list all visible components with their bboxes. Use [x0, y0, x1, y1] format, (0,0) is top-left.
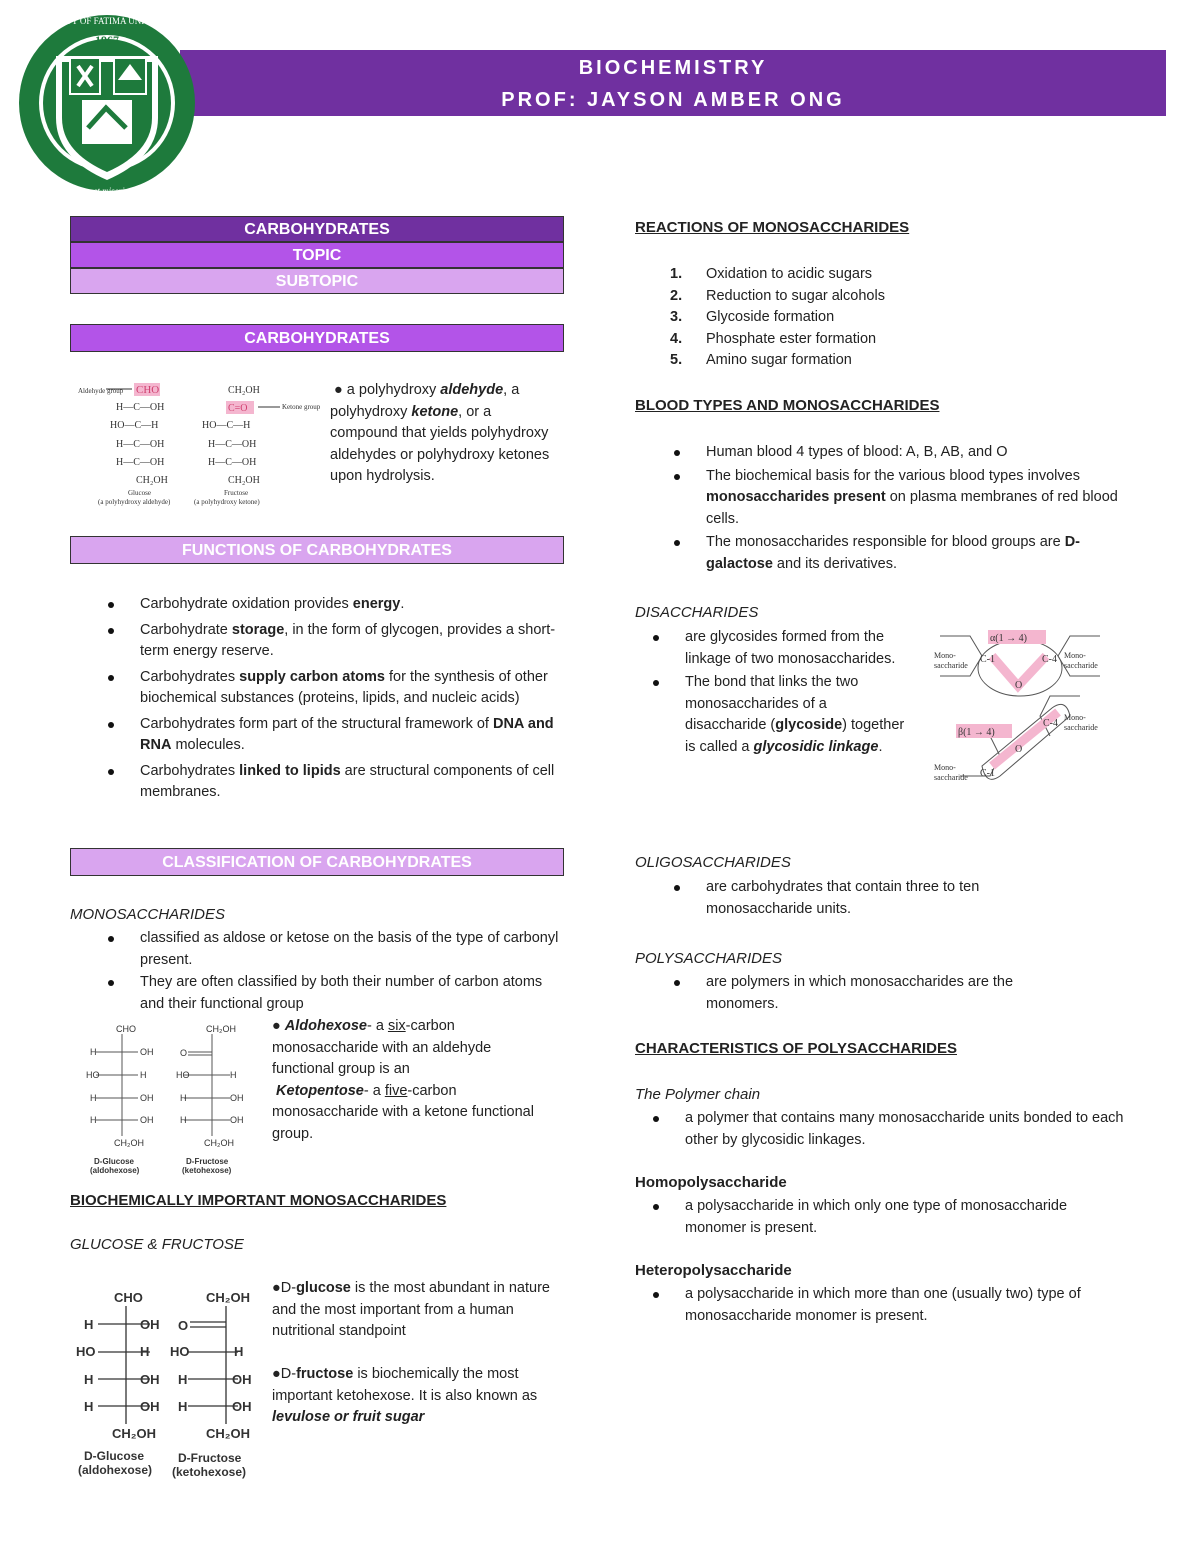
svg-text:OH: OH — [230, 1093, 244, 1103]
reactions-list — [670, 264, 1130, 372]
svg-text:D-Fructose: D-Fructose — [186, 1157, 229, 1166]
svg-text:(ketohexose): (ketohexose) — [182, 1166, 232, 1175]
svg-text:OH: OH — [232, 1399, 252, 1414]
svg-text:CH₂OH: CH₂OH — [204, 1138, 234, 1148]
oligosaccharides-heading: OLIGOSACCHARIDES — [635, 854, 791, 871]
list-item: The biochemical basis for the various blood types involves monosaccharides present on plasma membranes of red blood cells. — [672, 466, 1132, 531]
svg-text:OH: OH — [140, 1093, 154, 1103]
monosaccharides-heading: MONOSACCHARIDES — [70, 906, 226, 923]
svg-text:OH: OH — [140, 1399, 160, 1414]
blood-types-heading: BLOOD TYPES AND MONOSACCHARIDES — [635, 397, 940, 414]
polysaccharides-heading: POLYSACCHARIDES — [635, 950, 782, 967]
list-item: a polymer that contains many monosaccharide units bonded to each other by glycosidic linkages. — [651, 1108, 1131, 1151]
list-item: classified as aldose or ketose on the basis of the type of carbonyl present. — [106, 928, 562, 971]
glucose-fructose-heading: GLUCOSE & FRUCTOSE — [70, 1236, 244, 1253]
legend-title-bar: CARBOHYDRATES — [70, 216, 564, 242]
svg-text:O: O — [1015, 744, 1023, 755]
heteropolysaccharide-list — [651, 1284, 1131, 1328]
monosaccharides-list — [106, 928, 562, 1016]
blood-types-list — [672, 442, 1132, 576]
svg-text:Mono-: Mono- — [934, 763, 956, 772]
svg-text:O: O — [178, 1318, 189, 1333]
svg-text:CH₂OH: CH₂OH — [206, 1290, 251, 1305]
svg-text:CH₂OH: CH₂OH — [228, 475, 260, 486]
svg-text:Mono-: Mono- — [1064, 713, 1086, 722]
list-item: are polymers in which monosaccharides are the monomers. — [672, 972, 1072, 1015]
svg-text:C-4: C-4 — [1042, 654, 1057, 665]
university-seal-logo — [18, 8, 196, 202]
svg-text:HO—C—H: HO—C—H — [110, 420, 159, 431]
svg-text:Fructose: Fructose — [224, 489, 249, 497]
svg-text:H: H — [234, 1344, 244, 1359]
aldehyde-label: Aldehyde group — [78, 387, 124, 395]
header-professor: PROF: JAYSON AMBER ONG — [501, 89, 845, 111]
svg-text:(ketohexose): (ketohexose) — [172, 1465, 247, 1479]
reactions-heading: REACTIONS OF MONOSACCHARIDES — [635, 219, 910, 236]
svg-text:H—C—OH: H—C—OH — [116, 457, 165, 468]
functions-list — [106, 594, 562, 805]
svg-text:CH₂OH: CH₂OH — [136, 475, 168, 486]
svg-text:CHO: CHO — [136, 384, 160, 396]
svg-text:CH₂OH: CH₂OH — [114, 1138, 144, 1148]
polysaccharides-list — [672, 972, 1072, 1016]
svg-text:HO: HO — [76, 1344, 96, 1359]
svg-text:H: H — [84, 1372, 94, 1387]
glucose-description: ●D-glucose is the most abundant in nature and the most important from a human nutritional standpoint — [272, 1280, 550, 1339]
list-item: Carbohydrates form part of the structural framework of DNA and RNA molecules. — [106, 714, 562, 757]
svg-text:H: H — [178, 1372, 188, 1387]
heteropolysaccharide-heading: Heteropolysaccharide — [635, 1262, 792, 1279]
polymer-chain-list — [651, 1108, 1131, 1152]
polymer-chain-heading: The Polymer chain — [635, 1086, 761, 1103]
svg-text:OH: OH — [140, 1047, 154, 1057]
svg-text:OH: OH — [140, 1317, 160, 1332]
svg-text:H—C—OH: H—C—OH — [116, 439, 165, 450]
svg-text:Ketone group: Ketone group — [282, 403, 321, 411]
list-item: Carbohydrates supply carbon atoms for the synthesis of other biochemical substances (proteins, lipids, and nucleic acids) — [106, 667, 562, 710]
svg-text:saccharide: saccharide — [1064, 661, 1098, 670]
svg-text:HO: HO — [86, 1070, 100, 1080]
svg-text:saccharide: saccharide — [934, 773, 968, 782]
svg-text:Glucose: Glucose — [128, 489, 151, 497]
svg-text:H: H — [84, 1317, 94, 1332]
svg-text:H—C—OH: H—C—OH — [116, 402, 165, 413]
svg-text:H: H — [140, 1344, 150, 1359]
svg-text:HO—C—H: HO—C—H — [202, 420, 251, 431]
svg-text:H: H — [180, 1115, 187, 1125]
fructose-description: ●D-fructose is biochemically the most important ketohexose. It is also known as levulose or fruit sugar — [272, 1366, 538, 1425]
list-item: Human blood 4 types of blood: A, B, AB, and O — [672, 442, 1132, 464]
svg-text:(aldohexose): (aldohexose) — [90, 1166, 140, 1175]
svg-text:O: O — [180, 1048, 188, 1058]
bio-important-heading: BIOCHEMICALLY IMPORTANT MONOSACCHARIDES — [70, 1192, 447, 1209]
svg-text:H: H — [180, 1093, 187, 1103]
svg-text:C-4: C-4 — [1043, 718, 1058, 729]
svg-text:H: H — [140, 1070, 147, 1080]
small-fischer-figure — [84, 1018, 254, 1178]
svg-text:saccharide: saccharide — [934, 661, 968, 670]
svg-text:1967: 1967 — [95, 33, 119, 47]
list-item: Carbohydrate storage, in the form of glycogen, provides a short-term energy reserve. — [106, 620, 562, 663]
carbohydrates-bar: CARBOHYDRATES — [70, 324, 564, 352]
list-item: The bond that links the two monosaccharides of a disaccharide (glycoside) together is called a glycosidic linkage. — [651, 672, 911, 758]
svg-text:H: H — [84, 1399, 94, 1414]
list-item: They are often classified by both their number of carbon atoms and their functional group — [106, 972, 562, 1015]
svg-text:H: H — [90, 1047, 97, 1057]
functions-bar: FUNCTIONS OF CARBOHYDRATES — [70, 536, 564, 564]
list-item: 3. Glycoside formation — [670, 309, 835, 325]
legend-topic-bar: TOPIC — [70, 242, 564, 268]
svg-text:O: O — [1015, 680, 1023, 691]
svg-text:H: H — [178, 1399, 188, 1414]
svg-text:D-Glucose: D-Glucose — [94, 1157, 135, 1166]
classification-bar: CLASSIFICATION OF CARBOHYDRATES — [70, 848, 564, 876]
svg-text:H: H — [90, 1093, 97, 1103]
svg-text:H—C—OH: H—C—OH — [208, 457, 257, 468]
svg-text:OH: OH — [140, 1372, 160, 1387]
svg-text:D-Fructose: D-Fructose — [178, 1451, 242, 1465]
list-item: are carbohydrates that contain three to ten monosaccharide units. — [672, 877, 1072, 920]
homopolysaccharide-heading: Homopolysaccharide — [635, 1174, 787, 1191]
svg-text:CHO: CHO — [114, 1290, 143, 1305]
svg-text:Mono-: Mono- — [934, 651, 956, 660]
svg-text:OUR LADY OF FATIMA UNIVERSITY: OUR LADY OF FATIMA UNIVERSITY — [31, 16, 183, 26]
homopolysaccharide-list — [651, 1196, 1131, 1240]
svg-text:C=O: C=O — [228, 403, 248, 414]
svg-text:CHO: CHO — [116, 1024, 136, 1034]
svg-text:H—C—OH: H—C—OH — [208, 439, 257, 450]
svg-text:OH: OH — [140, 1115, 154, 1125]
list-item: The monosaccharides responsible for blood groups are D- galactose and its derivatives. — [672, 532, 1132, 575]
svg-text:Veritas et misericordia: Veritas et misericordia — [66, 186, 148, 196]
svg-text:β(1 → 4): β(1 → 4) — [958, 727, 995, 738]
list-item: are glycosides formed from the linkage of two monosaccharides. — [651, 627, 911, 670]
svg-text:saccharide: saccharide — [1064, 723, 1098, 732]
oligosaccharides-list — [672, 877, 1072, 921]
aldohexose-definition: ● Aldohexose- a six-carbon monosaccharide with an aldehyde functional group is an Ketopentose- a five-carbon monosaccharide with a ketone functional group. — [272, 1018, 534, 1142]
svg-text:OH: OH — [230, 1115, 244, 1125]
characteristics-heading: CHARACTERISTICS OF POLYSACCHARIDES — [635, 1040, 957, 1057]
large-fischer-figure — [74, 1286, 264, 1482]
legend-subtopic-bar: SUBTOPIC — [70, 268, 564, 294]
svg-text:D-Glucose: D-Glucose — [84, 1449, 145, 1463]
carbohydrates-definition: ● a polyhydroxy aldehyde, a polyhydroxy ketone, or a compound that yields polyhydroxy aldehydes or polyhydroxy ketones upon hydrolysis. — [330, 382, 550, 484]
svg-text:α(1 → 4): α(1 → 4) — [990, 633, 1027, 644]
list-item: 4. Phosphate ester formation — [670, 330, 877, 347]
svg-text:CH₂OH: CH₂OH — [206, 1426, 251, 1441]
svg-text:Mono-: Mono- — [1064, 651, 1086, 660]
svg-text:HO: HO — [176, 1070, 190, 1080]
disaccharides-list — [651, 627, 911, 759]
glycosidic-linkage-figure — [930, 626, 1110, 802]
svg-text:(a polyhydroxy ketone): (a polyhydroxy ketone) — [194, 498, 260, 506]
svg-text:H: H — [90, 1115, 97, 1125]
list-item: Carbohydrates linked to lipids are structural components of cell membranes. — [106, 761, 562, 804]
list-item: a polysaccharide in which only one type of monosaccharide monomer is present. — [651, 1196, 1131, 1239]
list-item: 5. Amino sugar formation — [670, 352, 852, 368]
svg-text:CH₂OH: CH₂OH — [228, 385, 260, 396]
svg-text:OH: OH — [232, 1372, 252, 1387]
svg-text:CH₂OH: CH₂OH — [112, 1426, 157, 1441]
svg-text:C-1: C-1 — [980, 768, 995, 779]
header-band — [180, 50, 1166, 116]
list-item: 1. Oxidation to acidic sugars — [670, 266, 873, 282]
svg-text:(a polyhydroxy aldehyde): (a polyhydroxy aldehyde) — [98, 498, 171, 506]
svg-text:(aldohexose): (aldohexose) — [78, 1463, 153, 1477]
svg-text:HO: HO — [170, 1344, 190, 1359]
list-item: Carbohydrate oxidation provides energy. — [106, 594, 562, 616]
aldehyde-ketone-figure — [76, 378, 321, 510]
disaccharides-heading: DISACCHARIDES — [635, 604, 759, 621]
list-item: a polysaccharide in which more than one (usually two) type of monosaccharide monomer is present. — [651, 1284, 1131, 1327]
svg-text:C-1: C-1 — [980, 654, 995, 665]
svg-text:CH₂OH: CH₂OH — [206, 1024, 236, 1034]
header-title: BIOCHEMISTRY — [578, 57, 768, 79]
svg-text:H: H — [230, 1070, 237, 1080]
list-item: 2. Reduction to sugar alcohols — [670, 287, 885, 304]
